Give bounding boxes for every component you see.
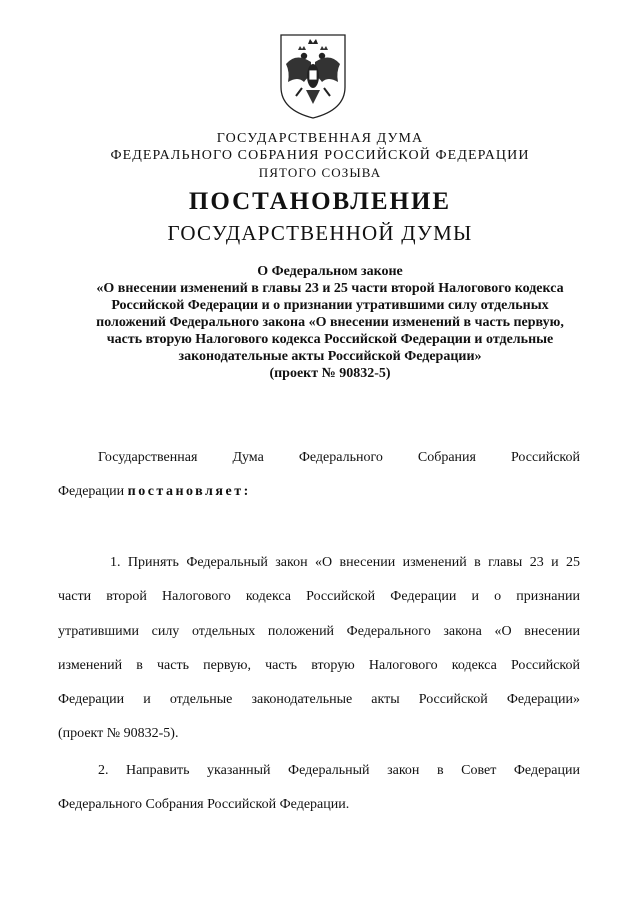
document-subtitle: ГОСУДАРСТВЕННОЙ ДУМЫ (167, 221, 473, 245)
header-federal-assembly: ФЕДЕРАЛЬНОГО СОБРАНИЯ РОССИЙСКОЙ ФЕДЕРАЦИИ (110, 148, 530, 163)
subject-line: положений Федерального закона «О внесении изменений в часть первую, (96, 315, 564, 330)
item1-line: части второй Налогового кодекса Российской Федерации и о признании (58, 589, 580, 604)
item1-line: Федерации и отдельные законодательные акты Российской Федерации» (58, 692, 580, 707)
item1-line: (проект № 90832-5). (58, 726, 179, 741)
header-convocation: ПЯТОГО СОЗЫВА (258, 165, 382, 180)
subject-line: Российской Федерации и о признании утратившими силу отдельных (111, 298, 549, 313)
preamble-line: Государственная Дума Федерального Собрания Российской (98, 450, 580, 465)
subject-line: О Федеральном законе (257, 264, 403, 279)
subject-project-number: (проект № 90832-5) (269, 366, 391, 381)
coat-of-arms-emblem (278, 32, 348, 120)
item1-line: 1. Принять Федеральный закон «О внесении изменений в главы 23 и 25 (110, 555, 580, 570)
preamble-resolves: постановляет: (127, 484, 251, 499)
subject-line: часть вторую Налогового кодекса Российской Федерации и отдельные (106, 332, 554, 347)
preamble-line (58, 484, 251, 500)
document-title: ПОСТАНОВЛЕНИЕ (188, 188, 452, 215)
preamble-federation: Федерации (58, 484, 125, 499)
item2-line: Федерального Собрания Российской Федерации. (58, 797, 350, 812)
item2-line: 2. Направить указанный Федеральный закон в Совет Федерации (98, 763, 580, 778)
item1-line: утратившими силу отдельных положений Федерального закона «О внесении (58, 624, 580, 639)
subject-line: законодательные акты Российской Федерации» (178, 349, 482, 364)
subject-line: «О внесении изменений в главы 23 и 25 части второй Налогового кодекса (96, 281, 564, 296)
header-duma: ГОСУДАРСТВЕННАЯ ДУМА (216, 131, 424, 146)
item1-line: изменений в часть первую, часть вторую Налогового кодекса Российской (58, 658, 580, 673)
